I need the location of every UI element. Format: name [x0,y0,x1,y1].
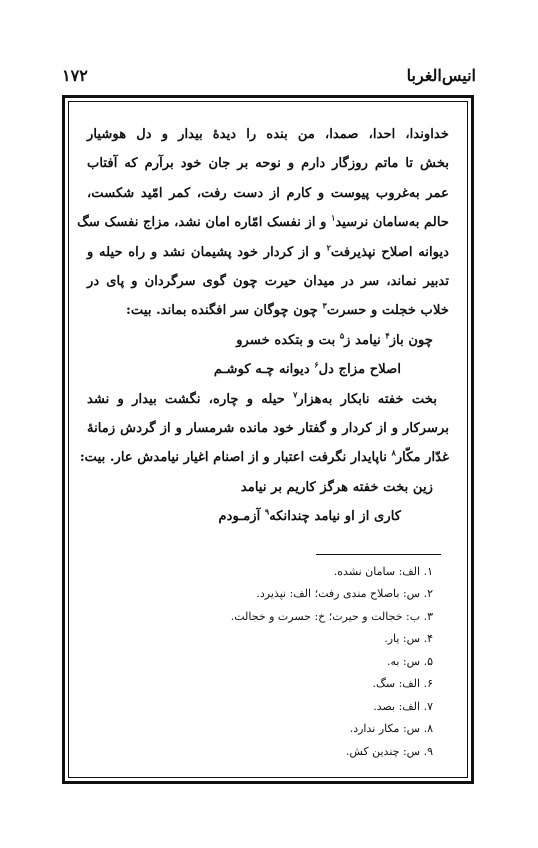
footnote: ۳. ب: خجالت و حیرت؛ خ: حسرت و خجالت. [230,609,433,623]
paragraph-2 [79,385,449,473]
footnote-mark: ۶ [314,359,319,370]
text-line: غدّار مکّار$^۸$ ناپایدار نگرفت اعتبار و از اصنام اغیار نیامدش عار. بیت: [79,448,449,466]
text-line: خلاب خجلت و حسرت$^۳$ چون چوگان سر افگنده بماند. بیت: [126,301,449,319]
page-content [77,120,449,767]
paragraph-1 [77,120,449,326]
verse-line: کاری از او نیامد چندانکه$^۹$ آزمـودم [218,506,401,525]
verse-2 [87,473,449,532]
verse-line: اصلاح مزاج دل$^۶$ دیوانه چـه کوشـم [213,359,401,378]
footnote: ۸. س: مکار ندارد. [349,722,433,736]
verse-line: زین بخت خفته هرگز کاریم بر نیامد [240,479,433,495]
footnote: ۹. س: چندین کش. [345,744,433,758]
text-line: حالم به‌سامان نرسید$^۱$ و از نفسک امّاره امان نشد، مزاج نفسک سگ [77,212,449,231]
page-number: ۱۷۲ [62,66,88,85]
text-line: بخت خفته نابکار به‌هزار$^۷$ حیله و چاره، نگشت بیدار و نشد [87,389,438,407]
footnote-mark: ۱ [331,212,336,223]
footnote-mark: ۲ [326,242,331,253]
verse-1 [87,326,449,385]
book-title: انیس‌الغربا [406,66,476,85]
footnote-mark: ۵ [339,330,345,341]
text-line: بخش تا ماتم روزگار دارم و نوحه بر جان خود برآرم که آفتاب [87,156,449,172]
footnote-mark: ۴ [385,330,390,341]
text-line: برسرکار و از کردار و گفتار خود مانده شرمسار و از گردش زمانهٔ [87,421,449,437]
footnote-divider [316,554,441,555]
footnote: ۵. س: به. [386,654,433,668]
verse-line: چون باز$^۴$ نیامد ز$^۵$ بت و بتکده خسرو [236,330,433,348]
footnote: ۲. س: باصلاح مندی رفت؛ الف: نپذیرد. [256,587,433,601]
footnote-mark: ۷ [293,389,298,400]
footnote: ۶. الف: سگ. [372,677,433,691]
text-line: خداوندا، احدا، صمدا، من بنده را دیدهٔ بیدار و دل هوشیار [87,127,449,142]
page-frame [62,95,474,784]
footnote-mark: ۳ [322,301,327,312]
footnote-mark: ۸ [391,448,396,459]
footnote: ۴. س: یار. [384,632,433,646]
page-frame-inner [68,101,468,778]
text-line: عمر به‌غروب پیوست و کارم از دست رفت، کمر امّید شکست، [87,185,449,201]
footnote: ۱. الف: سامان نشده. [333,564,433,578]
text-line: دیوانه اصلاح نپذیرفت$^۲$ و از کردار خود پشیمان نشد و راه حیله و [87,242,449,260]
footnote: ۷. الف: بصد. [373,699,433,713]
running-header [62,62,476,90]
footnote-mark: ۹ [264,506,270,517]
footnotes [87,561,449,764]
text-line: تدبیر نماند، سر در میدان حیرت چون گوی سرگردان و پای در [87,274,449,290]
